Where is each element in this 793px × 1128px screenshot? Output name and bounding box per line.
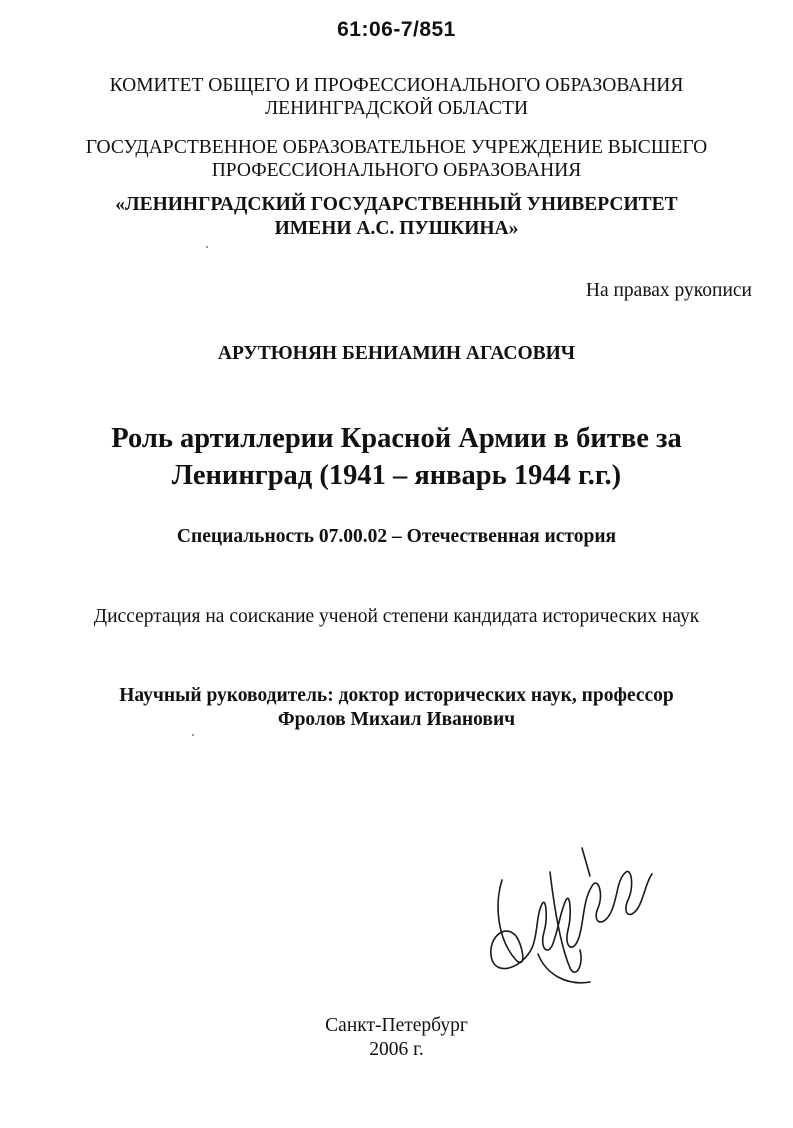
scan-speck: [206, 246, 208, 248]
committee-line-2: ЛЕНИНГРАДСКОЙ ОБЛАСТИ: [264, 98, 529, 119]
institution-line-2: ПРОФЕССИОНАЛЬНОГО ОБРАЗОВАНИЯ: [211, 160, 582, 181]
signature-stroke-loop: [550, 872, 581, 972]
institution-name: [0, 136, 793, 182]
manuscript-rights-note: На правах рукописи: [585, 280, 752, 301]
title-line-1: Роль артиллерии Красной Армии в битве за: [111, 423, 682, 454]
author-name: АРУТЮНЯН БЕНИАМИН АГАСОВИЧ: [217, 343, 576, 364]
place-and-year: [0, 1014, 793, 1062]
title-line-2: Ленинград (1941 – январь 1944 г.г.): [171, 460, 622, 491]
committee-line-1: КОМИТЕТ ОБЩЕГО И ПРОФЕССИОНАЛЬНОГО ОБРАЗОВАНИЯ: [109, 75, 684, 96]
publication-year: 2006 г.: [369, 1039, 424, 1060]
signature-stroke-tail: [538, 954, 590, 983]
city-name: Санкт-Петербург: [325, 1015, 468, 1036]
degree-statement: Диссертация на соискание ученой степени кандидата исторических наук: [93, 606, 700, 627]
committee-name: [0, 74, 793, 120]
institution-line-1: ГОСУДАРСТВЕННОЕ ОБРАЗОВАТЕЛЬНОЕ УЧРЕЖДЕНИЕ ВЫСШЕГО: [85, 137, 708, 158]
specialty-line: Специальность 07.00.02 – Отечественная история: [176, 526, 617, 547]
supervisor-title: Научный руководитель: доктор исторических наук, профессор: [119, 685, 674, 706]
university-line-2: ИМЕНИ А.С. ПУШКИНА»: [274, 218, 519, 239]
dissertation-title: [0, 420, 793, 494]
signature-stroke-main: [491, 871, 652, 968]
signature-stroke-tick: [582, 848, 590, 876]
university-name: [0, 193, 793, 241]
supervisor-name: Фролов Михаил Иванович: [277, 709, 516, 730]
scan-speck: [192, 734, 194, 736]
catalog-number: 61:06-7/851: [337, 18, 456, 41]
scientific-supervisor: [0, 684, 793, 732]
university-line-1: «ЛЕНИНГРАДСКИЙ ГОСУДАРСТВЕННЫЙ УНИВЕРСИТЕТ: [115, 194, 678, 215]
handwritten-signature-icon: [480, 836, 660, 996]
